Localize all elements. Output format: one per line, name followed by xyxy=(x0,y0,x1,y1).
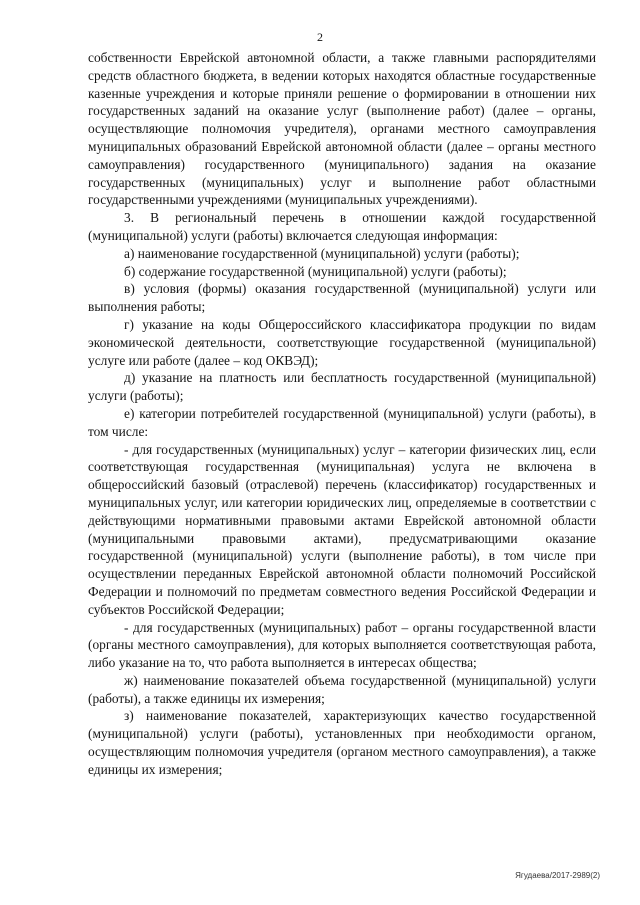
paragraph-item-z: з) наименование показателей, характеризующих качество государственной (муниципальной) услуги (работы), установленных при необходимости органом, осуществляющим полномочия учредителя (органом местного самоуправления), а также единицы их измерения; xyxy=(88,708,596,777)
paragraph-item-v: в) условия (формы) оказания государственной (муниципальной) услуги или выполнения работы; xyxy=(88,281,596,315)
paragraph-continuation: собственности Еврейской автономной области, а также главными распорядителями средств областного бюджета, в ведении которых находятся областные государственные казенные учреждения и которые приняли решение о формировании в отношении них государственных заданий на оказание услуг (выполнение работ) (далее – органы, осуществляющие полномочия учредителя), органами местного самоуправления муниципальных образований Еврейской автономной области (далее – органы местного самоуправления) государственного (муниципального) задания на оказание государственных (муниципальных) услуг и выполнение работ областными государственными учреждениями (муниципальных учреждениями). xyxy=(88,50,596,208)
paragraph-item-b: б) содержание государственной (муниципальной) услуги (работы); xyxy=(124,263,507,279)
paragraph-item-e: е) категории потребителей государственной (муниципальной) услуги (работы), в том числе: xyxy=(88,405,596,439)
page-number: 2 xyxy=(317,30,323,44)
paragraph-item-3: 3. В региональный перечень в отношении каждой государственной (муниципальной) услуги (работы) включается следующая информация: xyxy=(88,210,596,243)
paragraph-item-a: а) наименование государственной (муниципальной) услуги (работы); xyxy=(124,245,520,261)
paragraph-subitem-works: - для государственных (муниципальных) работ – органы государственной власти (органы местного самоуправления), для которых выполняется соответствующая работа, либо указание на то, что работа выполняется в интересах общества; xyxy=(88,619,596,671)
paragraph-subitem-services: - для государственных (муниципальных) услуг – категории физических лиц, если соответствующая государственная (муниципальная) услуга не включена в общероссийский базовый (отраслевой) перечень (классификатор) государственных и муниципальных услуг, или категории юридических лиц, определяемые в соответствии с действующими нормативными правовыми актами Еврейской автономной области (муниципальными правовыми актами), предусматривающими оказание государственной (муниципальной) услуги (выполнение работы), в том числе при осуществлении переданных Еврейской автономной области полномочий Российской Федерации и полномочий по предметам совместного ведения Российской Федерации и субъектов Российской Федерации; xyxy=(88,441,596,617)
document-body xyxy=(88,49,596,779)
paragraph-item-zh: ж) наименование показателей объема государственной (муниципальной) услуги (работы), а также единицы их измерения; xyxy=(88,672,596,706)
paragraph-item-g: г) указание на коды Общероссийского классификатора продукции по видам экономической деятельности, соответствующие государственной (муниципальной) услуге или работе (далее – код ОКВЭД); xyxy=(88,316,596,368)
footer-code: Ягудаева/2017-2989(2) xyxy=(515,871,600,880)
paragraph-item-d: д) указание на платность или бесплатность государственной (муниципальной) услуги (работы); xyxy=(88,370,596,404)
